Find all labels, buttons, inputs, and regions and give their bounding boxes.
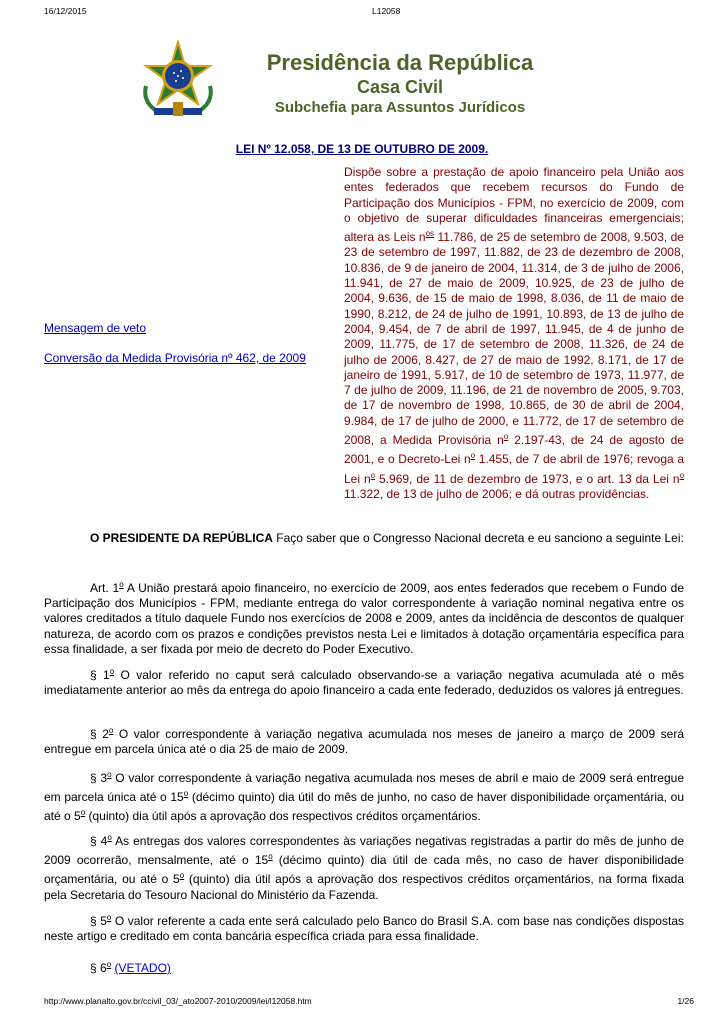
header-subtitle2: Subchefia para Assuntos Jurídicos (274, 99, 526, 116)
paragraph-5: § 5$^o$ O valor referente a cada ente será calculado pelo Banco do Brasil S.A. com base nas condições dispostas neste artigo e creditado em conta bancária específica criada para essa finalidade. (44, 913, 684, 944)
preamble: O PRESIDENTE DA REPÚBLICA Faço saber que o Congresso Nacional decreta e eu sanciono a seguinte Lei: (90, 531, 684, 545)
article-1: Art. 1$^o$ A União prestará apoio financeiro, no exercício de 2009, aos entes federados que recebem o Fundo de Participação dos Municípios - FPM, mediante entrega do valor correspondente à variação nominal negativa entre os valores creditados a título daquele Fundo nos exercícios de 2008 e 2009, antes da incidência de descontos de qualquer natureza, de acordo com os prazos e condições previstos nesta Lei e limitados à dotação orçamentária específica para essa finalidade, a ser fixada por meio de decreto do Poder Executivo. (44, 580, 684, 656)
law-title-row (0, 140, 724, 158)
paragraph-2: § 2$^o$ O valor correspondente à variação negativa acumulada nos meses de janeiro a março de 2009 será entregue em parcela única até o dia 25 de maio de 2009. (44, 726, 684, 757)
header-subtitle: Casa Civil (356, 77, 444, 97)
paragraph-3: § 3$^o$ O valor correspondente à variação negativa acumulada nos meses de abril e maio de 2009 será entregue em parcela única até o 15$^o$ (décimo quinto) dia útil do mês de junho, no caso de haver disponibilidade orçamentária, ou até o 5$^o$ (quinto) dia útil após a aprovação dos respectivos créditos orçamentários. (44, 770, 684, 824)
provisional-measure-link[interactable]: Conversão da Medida Provisória nº 462, de 2009 (44, 351, 306, 365)
paragraph-6: § 6$^o$ (VETADO) (90, 960, 171, 975)
print-page-number: 1/26 (677, 996, 694, 1006)
print-doc-id: L12058 (372, 6, 401, 16)
coat-of-arms-icon (140, 40, 216, 118)
paragraph-4: § 4$^o$ As entregas dos valores correspondentes às variações negativas registradas a partir do mês de junho de 2009 ocorrerão, mensalmente, até o 15$^o$ (décimo quinto) dia útil de cada mês, no caso de haver disponibilidade orçamentária, ou até o 5$^o$ (quinto) dia útil após a aprovação dos respectivos créditos orçamentários, na forma fixada pela Secretaria do Tesouro Nacional do Ministério da Fazenda. (44, 833, 684, 902)
vetoed-link[interactable]: (VETADO) (114, 961, 171, 975)
header-title: Presidência da República (266, 50, 534, 75)
veto-message-link[interactable]: Mensagem de veto (44, 321, 147, 335)
print-url: http://www.planalto.gov.br/ccivil_03/_ato2007-2010/2009/lei/l12058.htm (44, 996, 312, 1006)
paragraph-1: § 1$^o$ O valor referido no caput será calculado observando-se a variação negativa acumulada até o mês imediatamente anterior ao mês da entrega do apoio financeiro a cada ente federado, deduzidos os valores já entregues. (44, 667, 684, 698)
law-title-link[interactable]: LEI Nº 12.058, DE 13 DE OUTUBRO DE 2009. (235, 142, 489, 156)
print-date: 16/12/2015 (44, 6, 87, 16)
ementa: Dispõe sobre a prestação de apoio financeiro pela União aos entes federados que recebem recursos do Fundo de Participação dos Municípios - FPM, no exercício de 2009, com o objetivo de superar dificuldades financeiras emergenciais; altera as Leis $n^{os}$ 11.786, de 25 de setembro de 2008, 9.503, de 23 de setembro de 1997, 11.882, de 23 de dezembro de 2008, 10.836, de 9 de janeiro de 2004, 11.314, de 3 de julho de 2006, 11.941, de 27 de maio de 2009, 10.925, de 23 de julho de 2004, 9.636, de 15 de maio de 1998, 8.036, de 11 de maio de 1990, 8.212, de 24 de julho de 1991, 10.893, de 13 de julho de 2004, 9.454, de 7 de abril de 1997, 11.945, de 4 de junho de 2009, 11.775, de 17 de setembro de 2008, 11.326, de 24 de julho de 2006, 8.427, de 27 de maio de 1992, 8.171, de 17 de janeiro de 1991, 5.917, de 10 de setembro de 1973, 11.977, de 7 de julho de 2009, 11.196, de 21 de novembro de 2005, 9.703, de 17 de novembro de 1998, 10.865, de 30 de abril de 2004, 9.984, de 17 de julho de 2000, e 11.772, de 17 de setembro de 2008, a Medida Provisória $n^o$ 2.197-43, de 24 de agosto de 2001, e o Decreto-Lei $n^o$ 1.455, de 7 de abril de 1976; revoga a Lei $n^o$ 5.969, de 11 de dezembro de 1973, e o art. 13 da Lei $n^o$ 11.322, de 13 de julho de 2006; e dá outras providências. (344, 165, 685, 501)
